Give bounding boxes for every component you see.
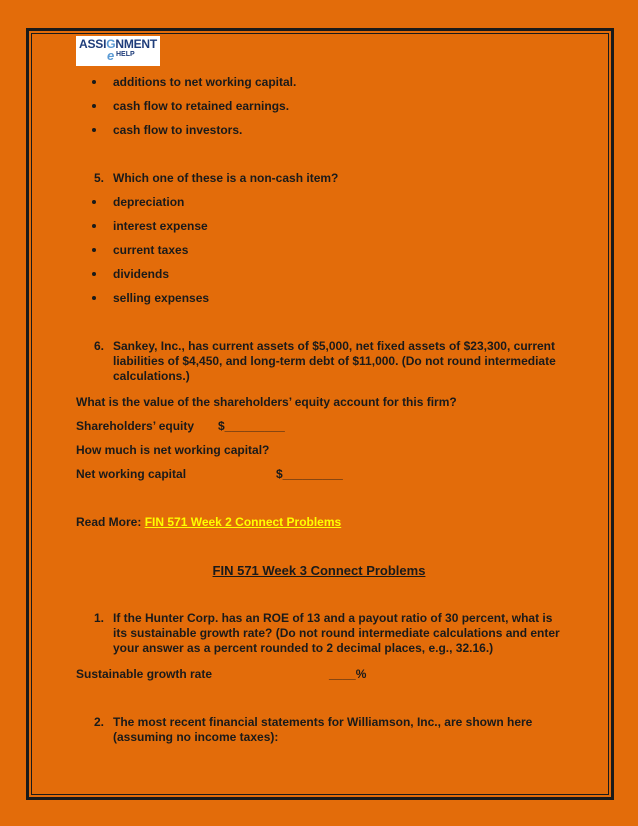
answer-blank: $_________ — [218, 419, 285, 433]
read-more-label: Read More: — [76, 515, 142, 529]
assignment-help-logo — [76, 36, 160, 66]
bullet-icon — [92, 128, 96, 132]
question-number: 2. — [94, 715, 105, 729]
logo-wordmark: ASSIGNMENT — [79, 37, 158, 51]
question-number: 5. — [94, 171, 105, 185]
question-text: The most recent financial statements for Williamson, Inc., are shown here (assuming no income taxes): — [113, 715, 533, 744]
section-heading: FIN 571 Week 3 Connect Problems — [212, 563, 426, 578]
question-number: 1. — [94, 611, 105, 625]
answer-label: Net working capital — [76, 467, 187, 481]
bullet-icon — [92, 296, 96, 300]
week2-link[interactable]: FIN 571 Week 2 Connect Problems — [144, 515, 342, 529]
answer-blank: ____% — [329, 667, 367, 681]
bullet-icon — [92, 104, 96, 108]
logo-e-mark: e — [107, 48, 115, 63]
question-number: 6. — [94, 339, 105, 353]
sub-question: What is the value of the shareholders’ equity account for this firm? — [76, 395, 457, 409]
read-more — [76, 515, 341, 530]
bullet-icon — [92, 200, 96, 204]
answer-blank: $_________ — [276, 467, 343, 481]
bullet-icon — [92, 80, 96, 84]
question-text: If the Hunter Corp. has an ROE of 13 and a payout ratio of 30 percent, what is its sustainable growth rate? (Do not round intermediate calculations and enter your answer as a percent rounded to 2 decimal places, e.g., 32.16.) — [113, 611, 560, 655]
question-text: Which one of these is a non-cash item? — [113, 171, 339, 185]
logo-subtext: HELP — [116, 51, 135, 58]
question-text: Sankey, Inc., has current assets of $5,000, net fixed assets of $23,300, current liabilities of $4,450, and long-term debt of $11,000. (Do not round intermediate calculations.) — [113, 339, 556, 383]
answer-label: Sustainable growth rate — [76, 667, 213, 681]
bullet-icon — [92, 272, 96, 276]
bullet-icon — [92, 224, 96, 228]
sub-question: How much is net working capital? — [76, 443, 270, 457]
answer-label: Shareholders’ equity — [76, 419, 195, 433]
bullet-icon — [92, 248, 96, 252]
